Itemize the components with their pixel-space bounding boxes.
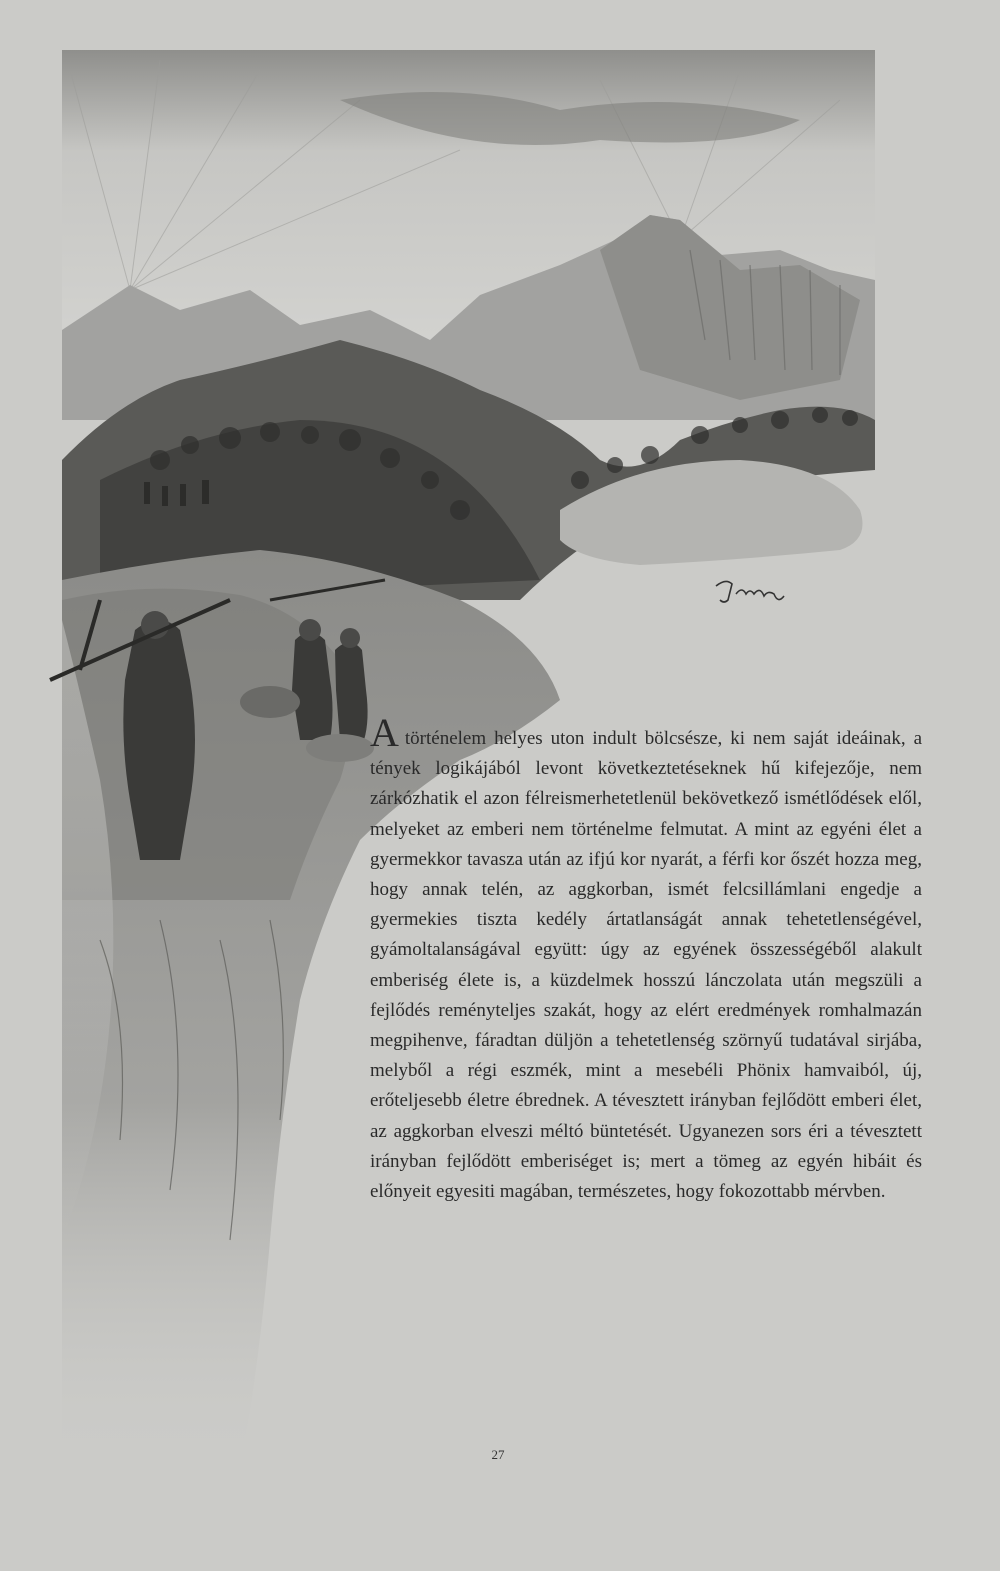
article-text: történelem helyes uton indult bölcsésze, ki nem saját ideáinak, a tények logikájából levont következtetéseknek hű kifejezője, nem zárkózhatik el azon félreismerhetetlenül bekövetkező ismétlődések elől, melyeket az emberi nem történelme felmutat. A mint az egyéni élet a gyermekkor tavasza után az ifjú kor nyarát, a férfi kor őszét hozza meg, hogy annak telén, az aggkorban, ismét felcsillámlani engedje a gyermekies tiszta kedély ártatlanságát annak tehetetlenségével, gyámoltalanságával együtt: úgy az egyének összességéből alakult emberiség élete is, a küzdelmek hosszú lánczolata után megszüli a fejlődés reményteljes szakát, hogy az elért eredmények romhalmazán megpihenve, fáradtan düljön a tehetetlenség szörnyű tudatával sirjába, melyből a régi eszmék, mint a mesebéli Phönix hamvaiból, új, erőteljesebb életre ébrednek. A tévesztett irányban fejlődött emberi élet, az aggkorban elveszi méltó büntetését. Ugyanezen sors éri a tévesztett irányban fejlődött emberiséget is; mert a tömeg az egyén hibáit és előnyeit egyesiti magában, természetes, hogy fokozottabb mérvben.: [370, 728, 922, 1203]
article-body: [370, 710, 922, 1207]
article-paragraph: [370, 710, 922, 1207]
artist-signature-icon: [712, 574, 792, 608]
drop-cap: A: [370, 710, 399, 755]
page-number: 27: [491, 1447, 505, 1462]
